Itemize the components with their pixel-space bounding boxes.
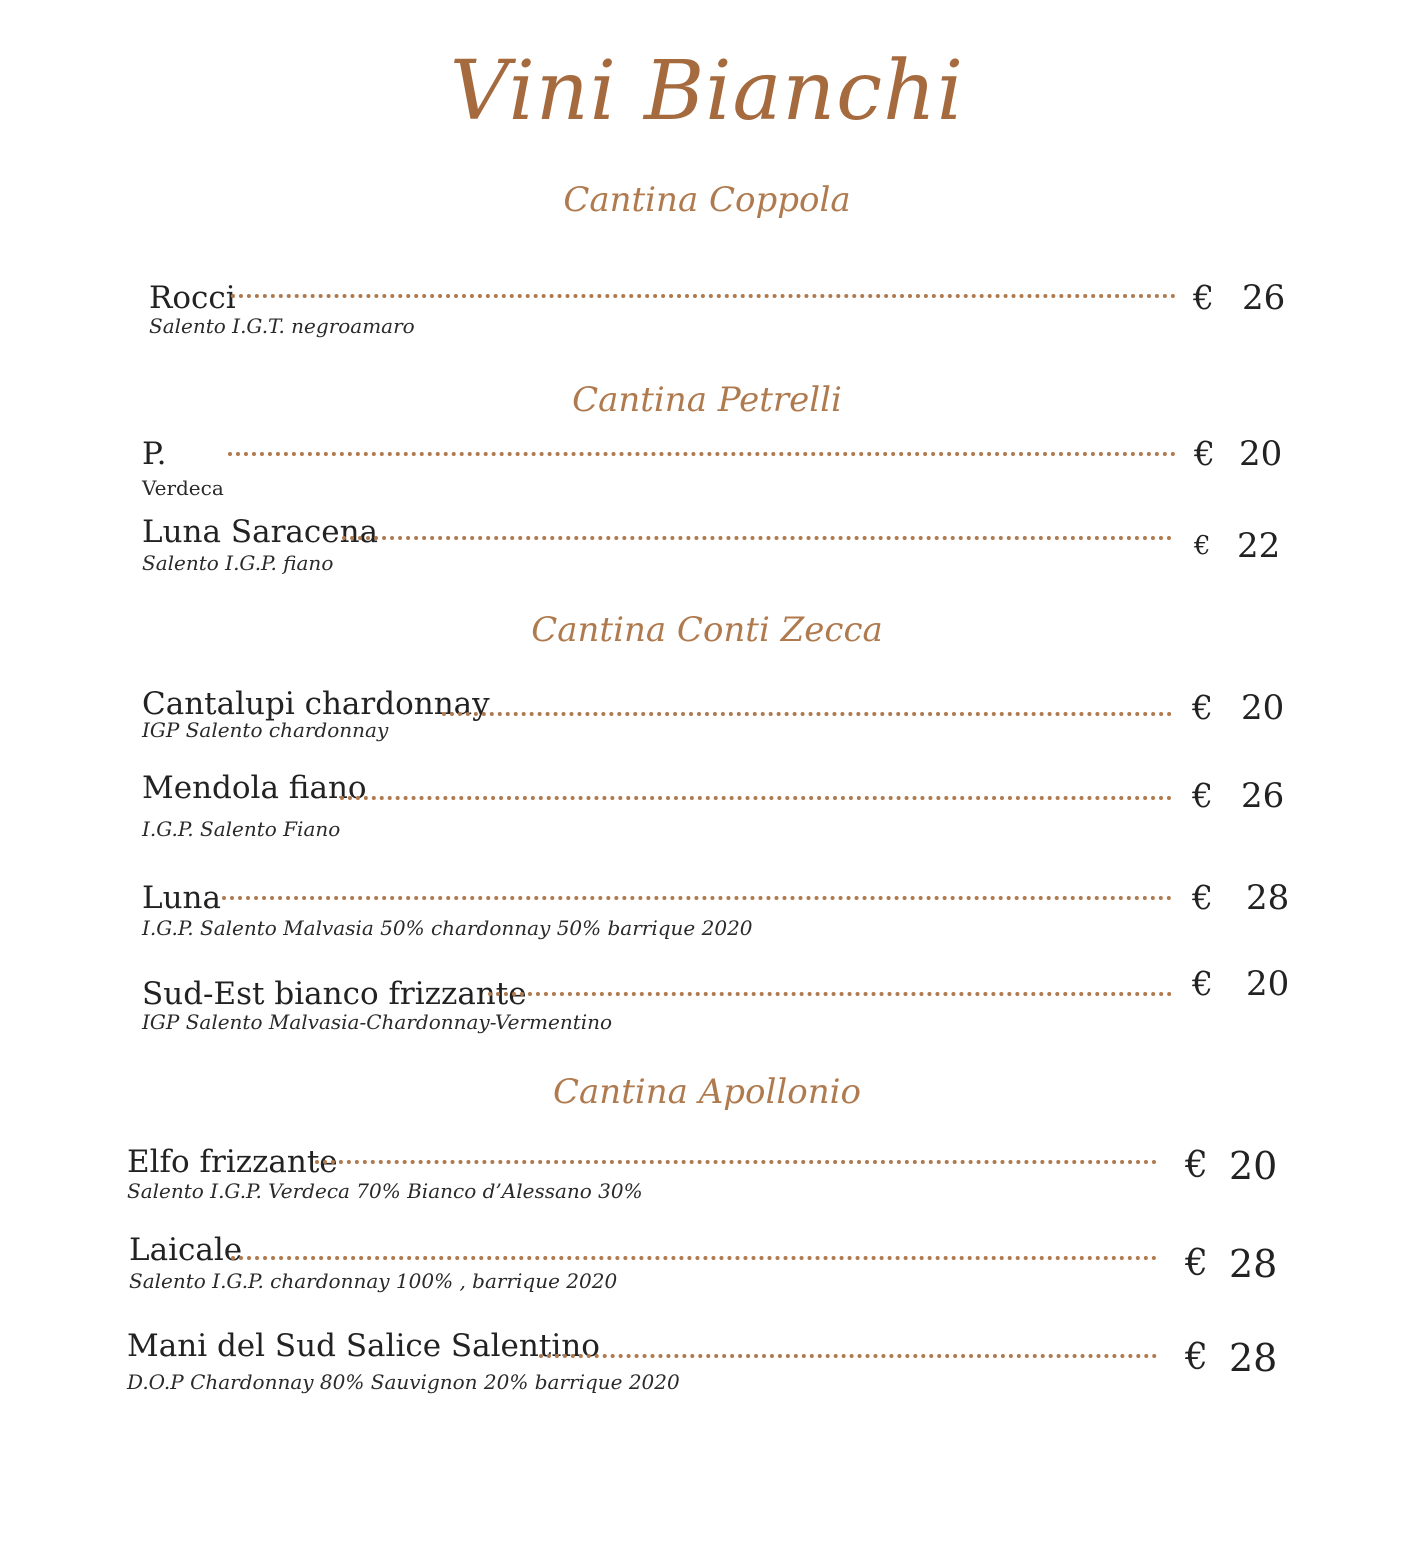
wine-name: Mani del Sud Salice Salentino	[127, 1328, 600, 1364]
wine-description: IGP Salento chardonnay	[142, 718, 389, 742]
cantina-heading: Cantina Coppola	[563, 180, 851, 220]
euro-symbol: €	[1192, 688, 1213, 727]
wine-item-mendola-fiano	[142, 770, 1292, 844]
wine-price: 26	[1241, 776, 1285, 816]
euro-symbol: €	[1192, 878, 1213, 917]
dot-leader	[488, 992, 1172, 996]
wine-name: Luna	[142, 880, 221, 916]
euro-symbol: €	[1193, 278, 1214, 317]
euro-symbol: €	[1192, 776, 1213, 815]
menu-title: Vini Bianchi	[449, 44, 965, 139]
euro-symbol: €	[1185, 1145, 1208, 1186]
wine-name: Laicale	[129, 1232, 243, 1268]
wine-name: Cantalupi chardonnay	[142, 686, 490, 722]
wine-description: D.O.P Chardonnay 80% Sauvignon 20% barrique 2020	[127, 1370, 680, 1394]
wine-description: Verdeca	[142, 476, 224, 500]
dot-leader	[342, 536, 1172, 540]
wine-item-cantalupi-chardonnay	[142, 686, 1292, 750]
wine-item-laicale	[129, 1232, 1289, 1296]
wine-name: Sud-Est bianco frizzante	[142, 976, 527, 1012]
wine-name: Rocci	[149, 280, 236, 316]
wine-item-mani-del-sud-salice-salentino	[127, 1328, 1287, 1398]
wine-price: 20	[1246, 964, 1290, 1004]
wine-description: I.G.P. Salento Malvasia 50% chardonnay 50% barrique 2020	[142, 916, 753, 940]
wine-name: Mendola fiano	[142, 770, 367, 806]
wine-price: 28	[1229, 1336, 1278, 1380]
wine-item-luna-saracena	[142, 514, 1292, 578]
wine-price: 28	[1246, 878, 1290, 918]
dot-leader	[340, 796, 1172, 800]
wine-price: 20	[1229, 1144, 1278, 1188]
wine-price: 20	[1241, 688, 1285, 728]
wine-price: 26	[1242, 278, 1286, 318]
euro-symbol: €	[1194, 434, 1215, 473]
wine-description: Salento I.G.P. Verdeca 70% Bianco d’Alessano 30%	[127, 1179, 643, 1203]
cantina-heading: Cantina Conti Zecca	[531, 610, 883, 650]
dot-leader	[442, 712, 1172, 716]
euro-symbol: €	[1192, 964, 1213, 1003]
dot-leader	[231, 1256, 1157, 1260]
wine-description: Salento I.G.P. chardonnay 100% , barrique 2020	[129, 1269, 618, 1293]
dot-leader	[222, 896, 1172, 900]
euro-symbol: €	[1185, 1337, 1208, 1378]
wine-description: Salento I.G.T. negroamaro	[149, 314, 415, 338]
wine-name: Elfo frizzante	[127, 1144, 338, 1180]
wine-description: Salento I.G.P. fiano	[142, 551, 334, 575]
wine-description: IGP Salento Malvasia-Chardonnay-Vermentino	[142, 1010, 613, 1034]
wine-name: Luna Saracena	[142, 514, 379, 550]
euro-symbol: €	[1194, 531, 1211, 561]
wine-item-luna	[142, 880, 1292, 944]
wine-price: 20	[1239, 434, 1283, 474]
wine-name: P.	[142, 436, 167, 472]
wine-item-sud-est-bianco-frizzante	[142, 964, 1292, 1040]
wine-price: 22	[1237, 526, 1281, 566]
wine-description: I.G.P. Salento Fiano	[142, 817, 341, 841]
dot-leader	[228, 452, 1176, 456]
wine-item-p	[142, 436, 1292, 500]
wine-price: 28	[1229, 1242, 1278, 1286]
cantina-heading: Cantina Petrelli	[572, 380, 842, 420]
dot-leader	[315, 1160, 1157, 1164]
euro-symbol: €	[1185, 1243, 1208, 1284]
wine-item-rocci	[149, 280, 1299, 340]
dot-leader	[539, 1354, 1157, 1358]
cantina-heading: Cantina Apollonio	[553, 1072, 861, 1112]
dot-leader	[231, 294, 1176, 298]
wine-item-elfo-frizzante	[127, 1144, 1287, 1208]
